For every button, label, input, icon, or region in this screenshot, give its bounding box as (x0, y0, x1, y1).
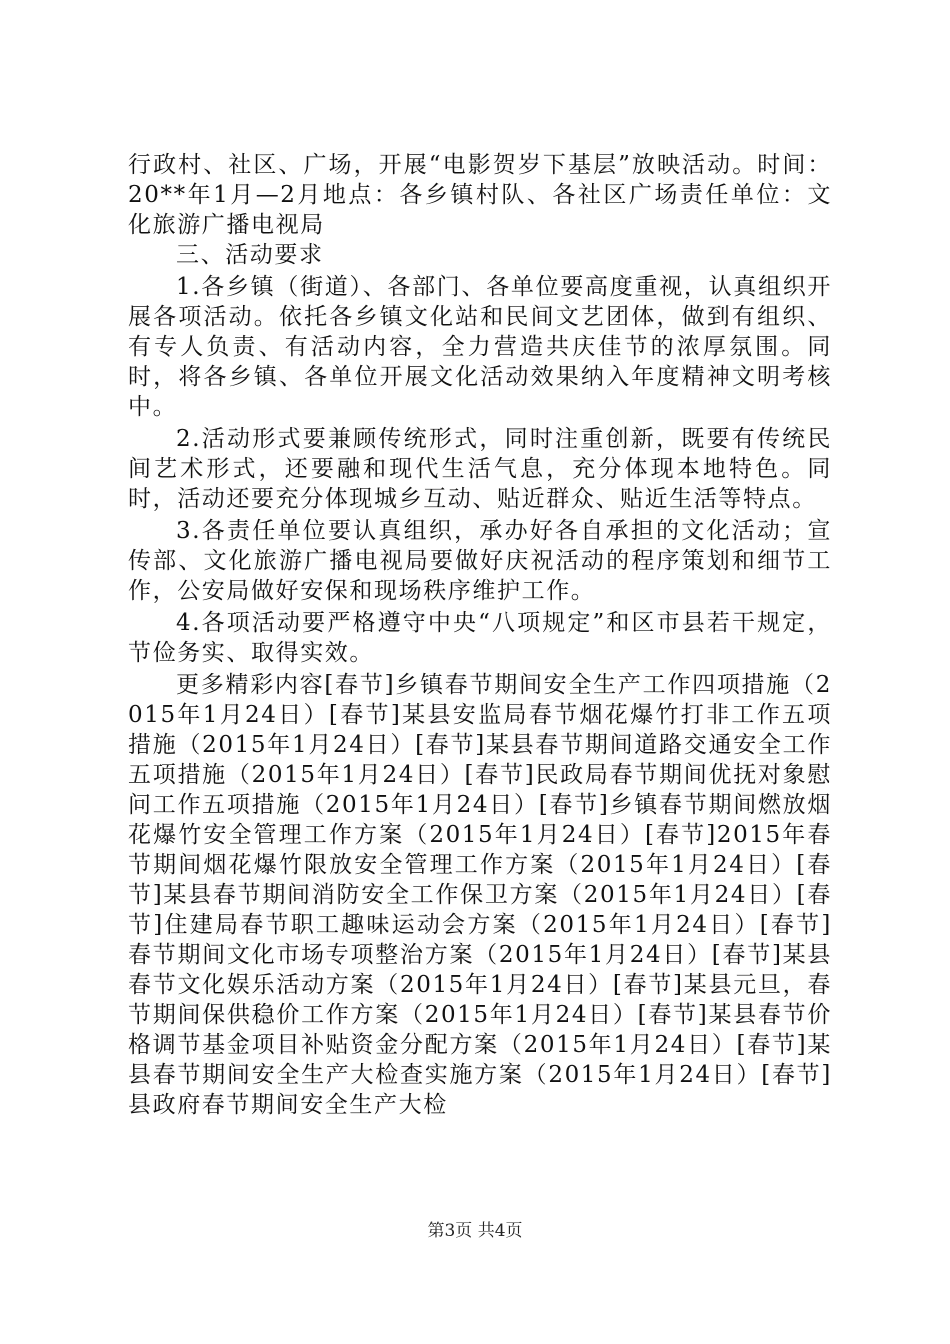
page-footer: 第3页 共4页 (427, 1221, 523, 1241)
section-heading-requirements: 三、活动要求 (176, 242, 324, 268)
paragraph-requirement-4: 4.各项活动要严格遵守中央“八项规定”和区市县若干规定，节俭务实、取得实效。 (128, 610, 832, 666)
paragraph-requirement-2: 2.活动形式要兼顾传统形式，同时注重创新，既要有传统民间艺术形式，还要融和现代生活气息，充分体现本地特色。同时，活动还要充分体现城乡互动、贴近群众、贴近生活等特点。 (128, 426, 832, 512)
paragraph-requirement-1: 1.各乡镇（街道）、各部门、各单位要高度重视，认真组织开展各项活动。依托各乡镇文化站和民间文艺团体，做到有组织、有专人负责、有活动内容，全力营造共庆佳节的浓厚氛围。同时，将各乡镇、各单位开展文化活动效果纳入年度精神文明考核中。 (128, 274, 832, 420)
document-body (128, 150, 832, 1120)
paragraph-more-content: 更多精彩内容[春节]乡镇春节期间安全生产工作四项措施（2015年1月24日）[春节]某县安监局春节烟花爆竹打非工作五项措施（2015年1月24日）[春节]某县春节期间道路交通安全工作五项措施（2015年1月24日）[春节]民政局春节期间优抚对象慰问工作五项措施（2015年1月24日）[春节]乡镇春节期间燃放烟花爆竹安全管理工作方案（2015年1月24日）[春节]2015年春节期间烟花爆竹限放安全管理工作方案（2015年1月24日）[春节]某县春节期间消防安全工作保卫方案（2015年1月24日）[春节]住建局春节职工趣味运动会方案（2015年1月24日）[春节]春节期间文化市场专项整治方案（2015年1月24日）[春节]某县春节文化娱乐活动方案（2015年1月24日）[春节]某县元旦，春节期间保供稳价工作方案（2015年1月24日）[春节]某县春节价格调节基金项目补贴资金分配方案（2015年1月24日）[春节]某县春节期间安全生产大检查实施方案（2015年1月24日）[春节]县政府春节期间安全生产大检 (128, 672, 832, 1118)
paragraph-intro: 行政村、社区、广场，开展“电影贺岁下基层”放映活动。时间：20**年1月—2月地点：各乡镇村队、各社区广场责任单位：文化旅游广播电视局 (128, 152, 832, 238)
paragraph-requirement-3: 3.各责任单位要认真组织，承办好各自承担的文化活动；宣传部、文化旅游广播电视局要做好庆祝活动的程序策划和细节工作，公安局做好安保和现场秩序维护工作。 (128, 518, 832, 604)
